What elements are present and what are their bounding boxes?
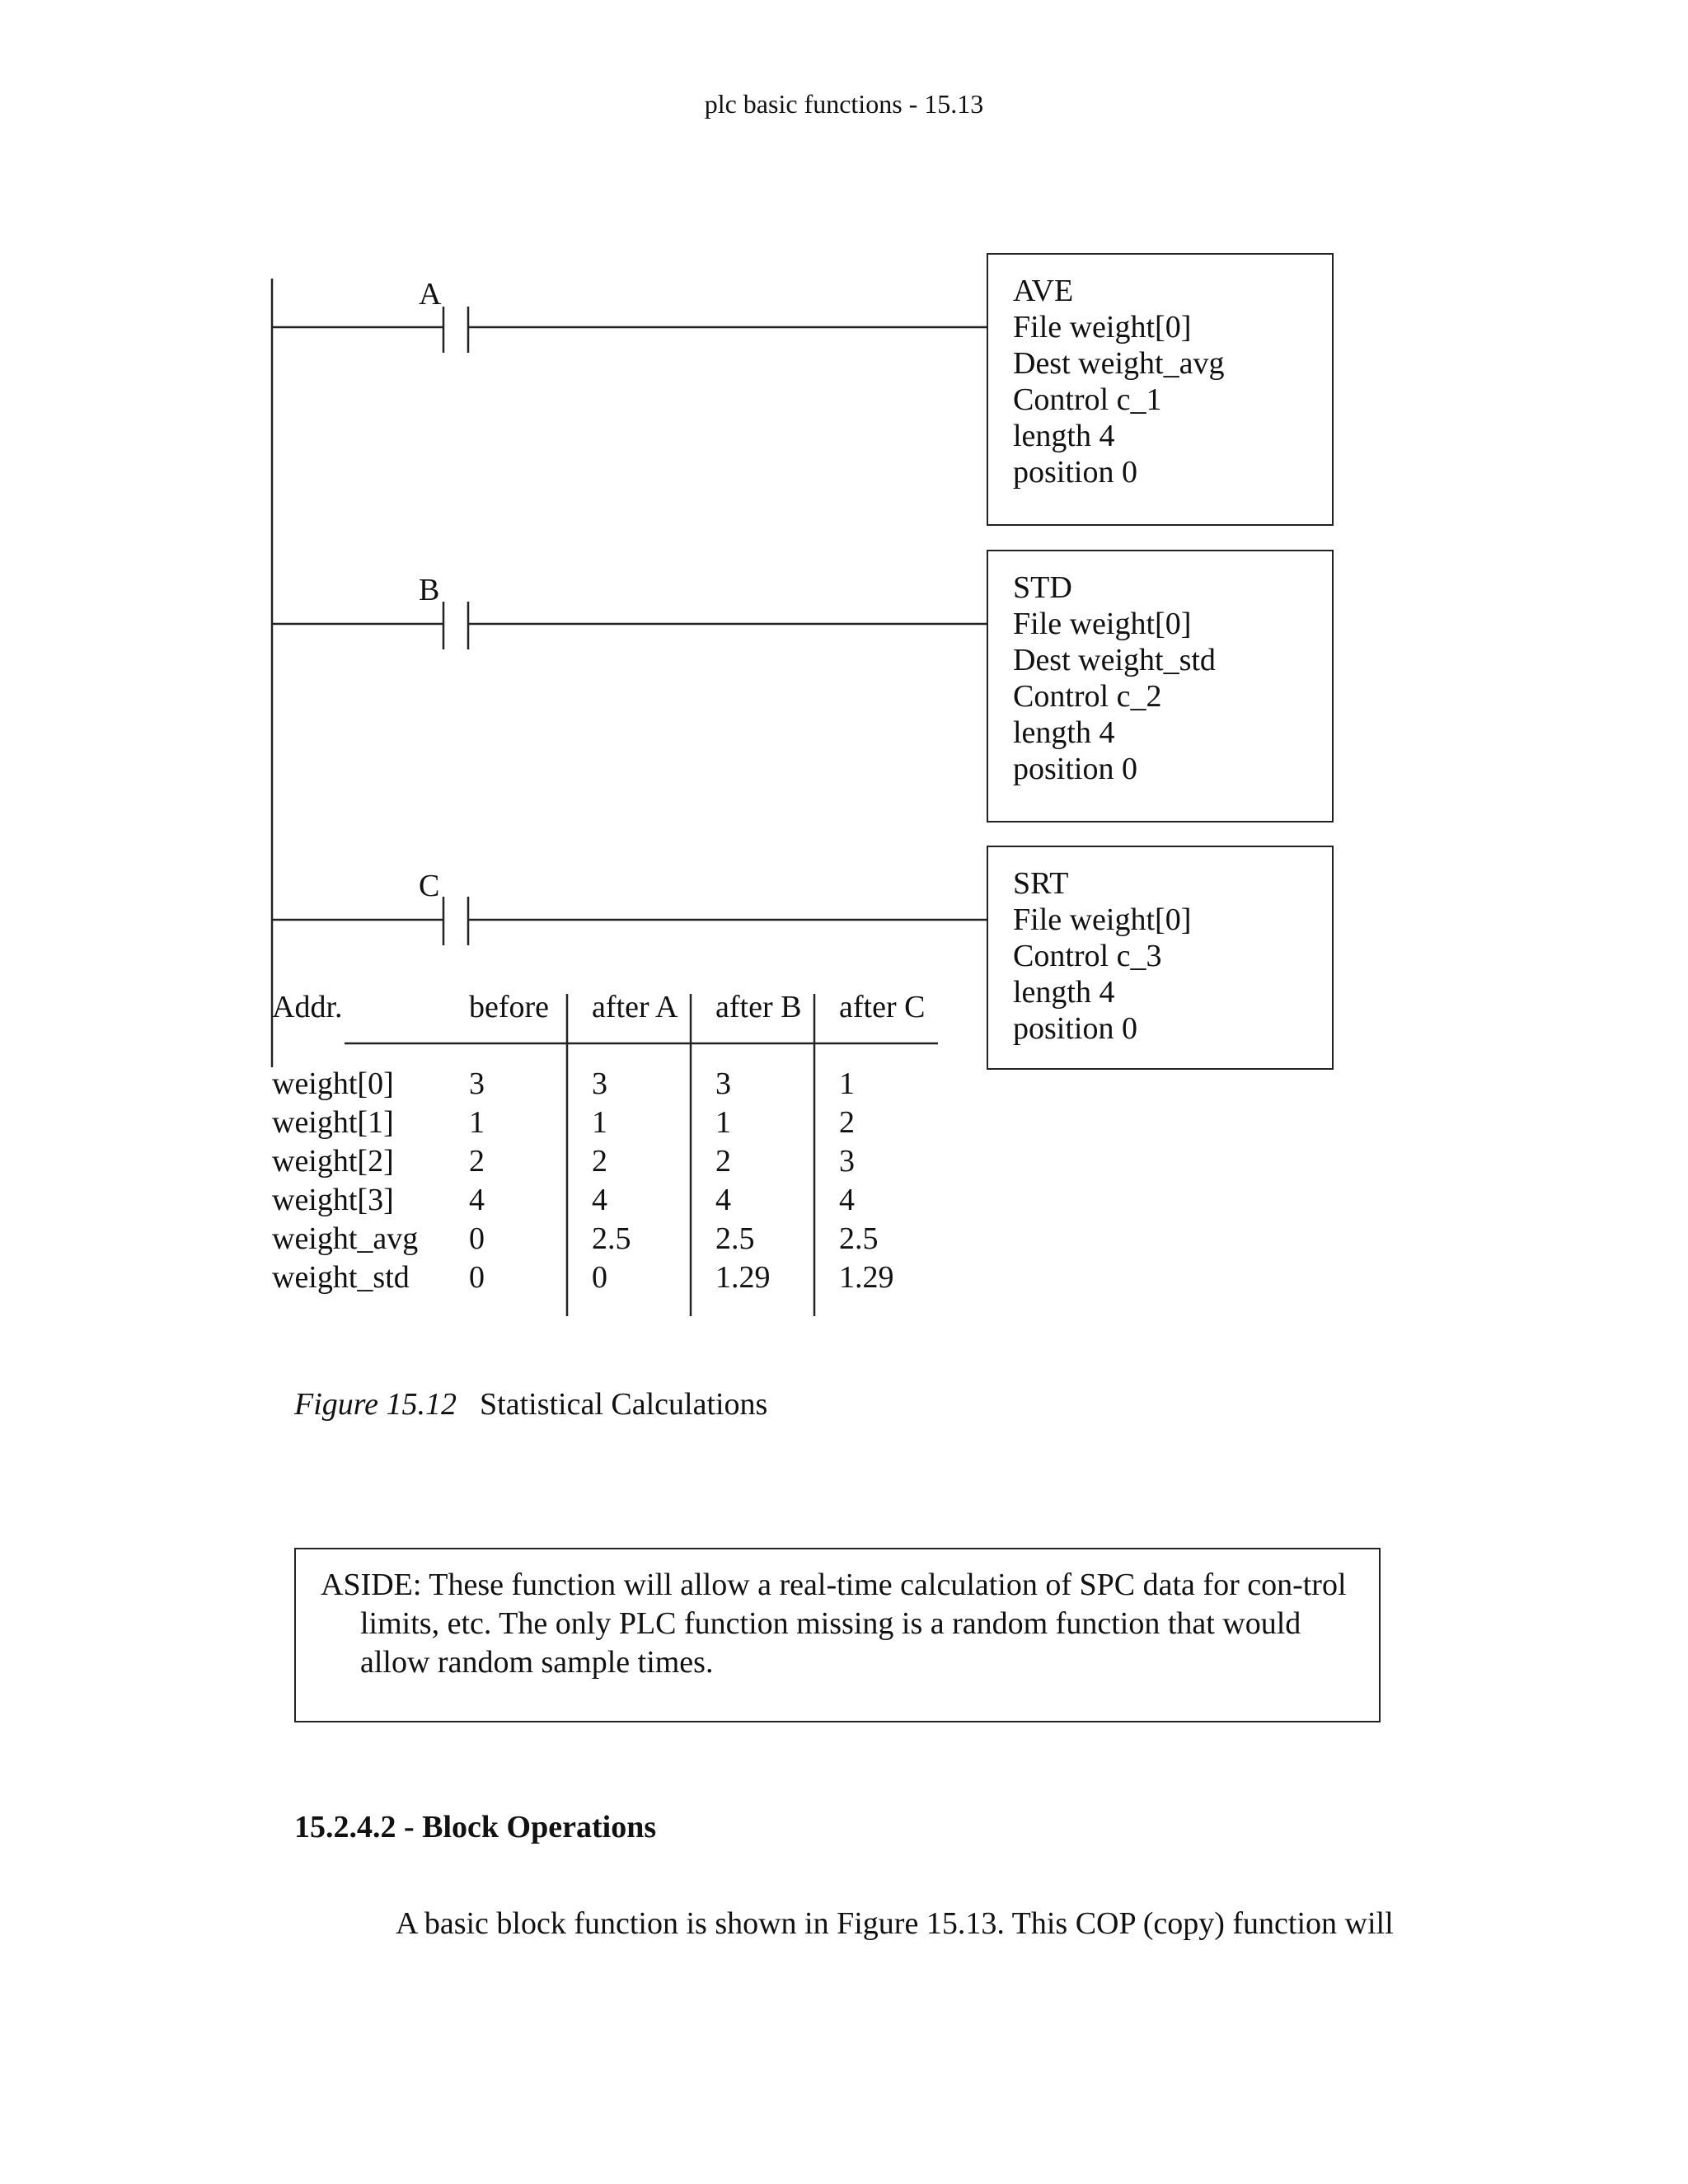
table-cell: 1 (469, 1105, 485, 1140)
block-line: Dest weight_std (1013, 643, 1216, 677)
block-line: File weight[0] (1013, 310, 1192, 344)
block-line: File weight[0] (1013, 902, 1192, 937)
block-line: position 0 (1013, 455, 1137, 490)
table-cell: 4 (839, 1183, 855, 1217)
block-line: position 0 (1013, 752, 1137, 786)
figure-title: Statistical Calculations (480, 1387, 768, 1422)
table-cell: weight[2] (272, 1144, 394, 1179)
block-line: STD (1013, 570, 1072, 605)
table-cell: 4 (469, 1183, 485, 1217)
block-line: length 4 (1013, 419, 1115, 453)
table-cell: 0 (469, 1221, 485, 1256)
function-block-std (987, 550, 1334, 823)
table-cell: 0 (469, 1260, 485, 1295)
block-line: SRT (1013, 866, 1069, 901)
table-cell: 0 (592, 1260, 607, 1295)
block-line: Dest weight_avg (1013, 346, 1225, 381)
table-cell: 2 (469, 1144, 485, 1179)
contact-label-b: B (419, 573, 440, 607)
block-line: length 4 (1013, 975, 1115, 1010)
block-line: Control c_3 (1013, 939, 1162, 973)
block-line: length 4 (1013, 715, 1115, 750)
block-line: Control c_1 (1013, 382, 1162, 417)
block-line: Control c_2 (1013, 679, 1162, 714)
table-header-after-a: after A (592, 990, 678, 1024)
table-header-after-b: after B (715, 990, 802, 1024)
block-line: position 0 (1013, 1011, 1137, 1046)
table-cell: 2 (839, 1105, 855, 1140)
figure-caption (294, 1386, 767, 1422)
table-cell: 2.5 (839, 1221, 879, 1256)
table-cell: 3 (715, 1066, 731, 1101)
table-cell: 1.29 (839, 1260, 894, 1295)
table-header-after-c: after C (839, 990, 926, 1024)
table-cell: 3 (469, 1066, 485, 1101)
table-cell: 2.5 (592, 1221, 631, 1256)
table-cell: 2.5 (715, 1221, 755, 1256)
body-paragraph: A basic block function is shown in Figure 15.13. This COP (copy) function will (396, 1906, 1394, 1941)
figure-label: Figure 15.12 (294, 1387, 457, 1422)
table-cell: weight[1] (272, 1105, 394, 1140)
table-cell: 1 (592, 1105, 607, 1140)
function-block-ave (987, 253, 1334, 526)
contact-label-c: C (419, 869, 440, 903)
table-cell: 1 (715, 1105, 731, 1140)
table-cell: weight_std (272, 1260, 410, 1295)
function-block-srt (987, 846, 1334, 1070)
table-cell: weight_avg (272, 1221, 419, 1256)
table-cell: 2 (715, 1144, 731, 1179)
table-cell: 4 (592, 1183, 607, 1217)
contact-label-a: A (419, 277, 442, 312)
table-cell: weight[3] (272, 1183, 394, 1217)
table-header-addr: Addr. (272, 990, 343, 1024)
page-header: plc basic functions - 15.13 (704, 89, 984, 119)
table-cell: 1 (839, 1066, 855, 1101)
aside-box: ASIDE: These function will allow a real-time calculation of SPC data for con-trol limits, etc. The only PLC function missing is a random function that would allow random sample times. (294, 1548, 1381, 1722)
block-line: File weight[0] (1013, 607, 1192, 641)
table-cell: 3 (592, 1066, 607, 1101)
table-header-before: before (469, 990, 550, 1024)
table-cell: 2 (592, 1144, 607, 1179)
section-heading: 15.2.4.2 - Block Operations (294, 1810, 657, 1844)
table-cell: 3 (839, 1144, 855, 1179)
block-line: AVE (1013, 274, 1074, 308)
table-cell: weight[0] (272, 1066, 394, 1101)
table-cell: 1.29 (715, 1260, 771, 1295)
table-cell: 4 (715, 1183, 731, 1217)
